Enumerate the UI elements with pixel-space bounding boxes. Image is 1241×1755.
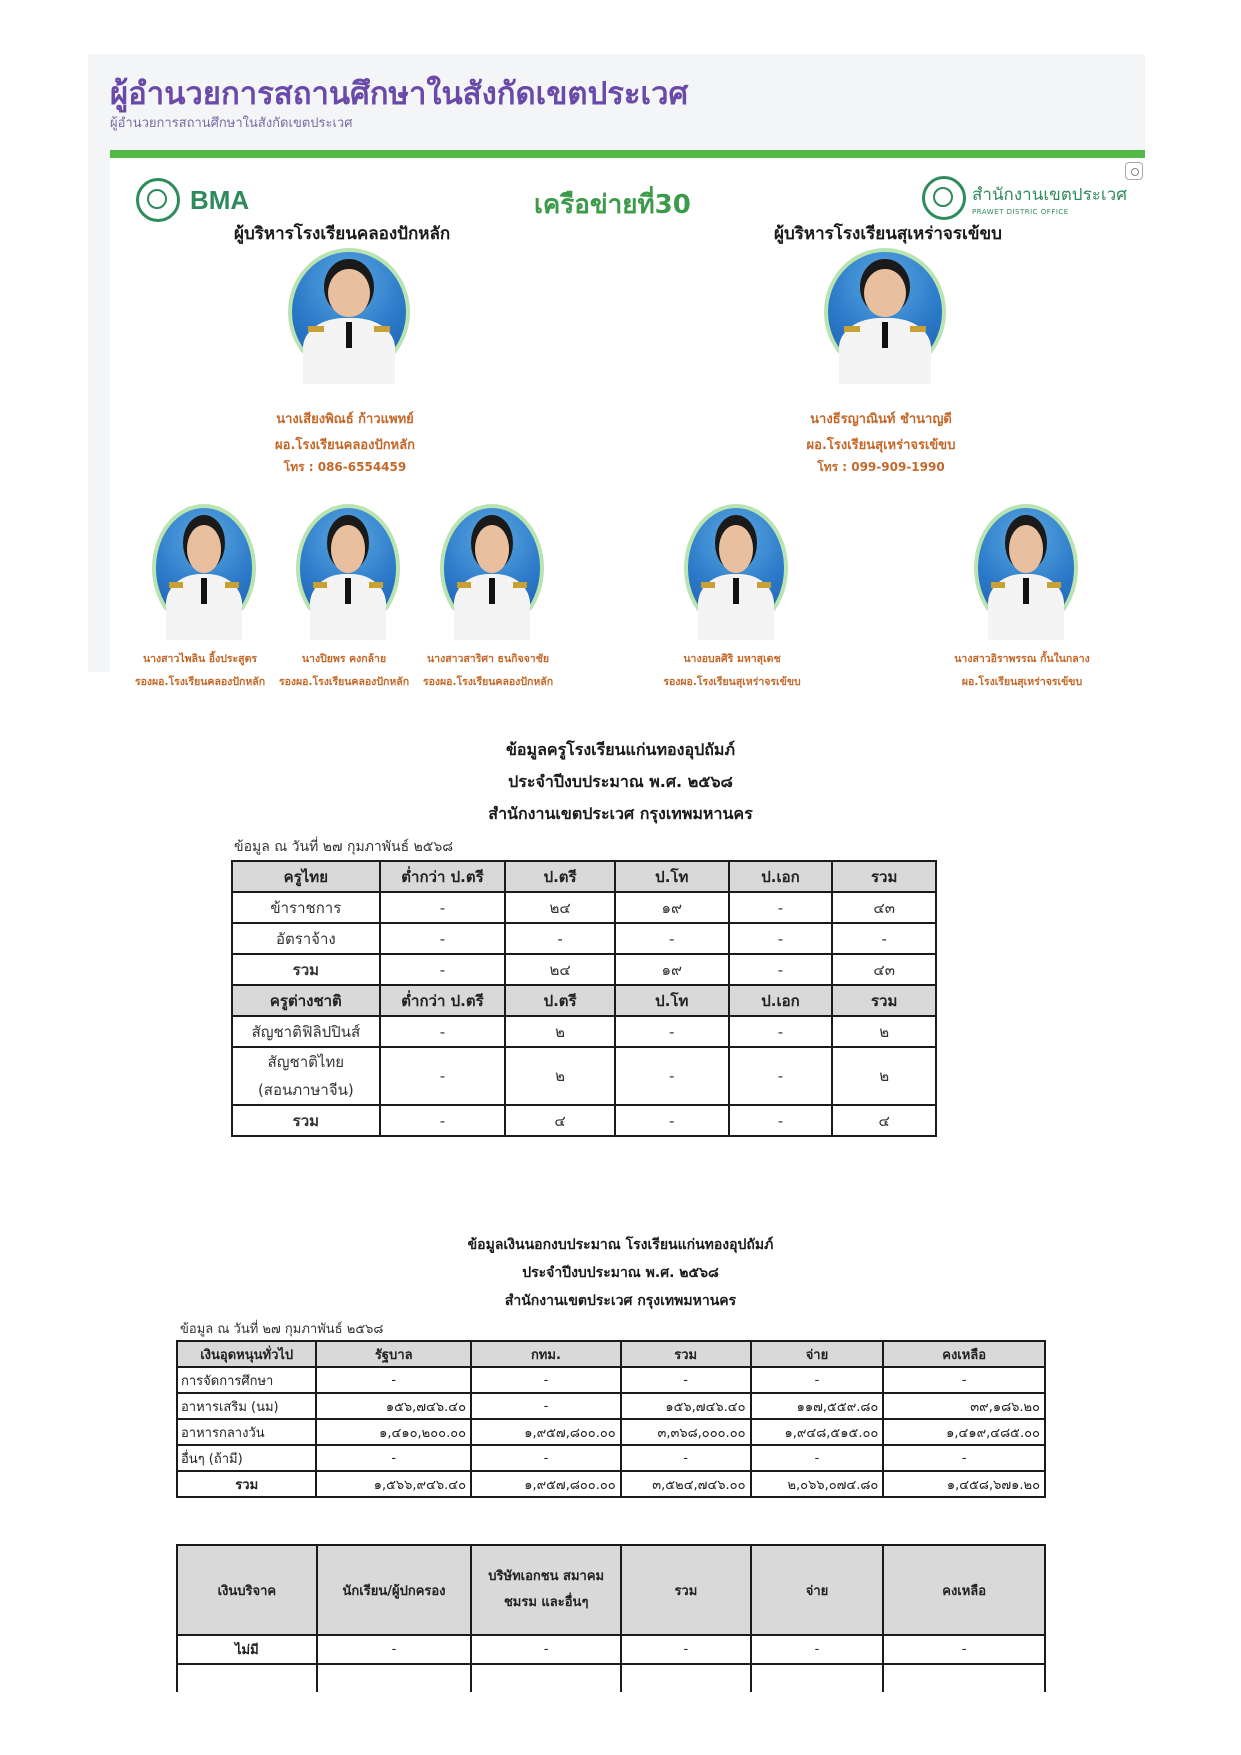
deputy-position: รองผอ.โรงเรียนคลองปักหลัก xyxy=(134,676,266,688)
table-row: อาหารเสริม (นม) ๑๕๖,๗๔๖.๔๐ - ๑๕๖,๗๔๖.๔๐ ๑๑๗,๕๕๙.๘๐ ๓๙,๑๘๖.๒๐ xyxy=(177,1393,1045,1419)
table-total-row: รวม - ๒๔ ๑๙ - ๔๓ xyxy=(232,954,936,985)
exec-phone: โทร : 099-909-1990 xyxy=(817,460,945,474)
table-row: สัญชาติไทย (สอนภาษาจีน) - ๒ - - ๒ xyxy=(232,1047,936,1105)
budget-heading-2: ประจำปีงบประมาณ พ.ศ. ๒๕๖๘ xyxy=(522,1265,719,1281)
teachers-heading-3: สำนักงานเขตประเวศ กรุงเทพมหานคร xyxy=(488,804,753,823)
office-logo: สำนักงานเขตประเวศ PRAWET DISTRIC OFFICE xyxy=(922,176,1127,220)
exec-position: ผอ.โรงเรียนสุเหร่าจรเข้ขบ xyxy=(806,438,956,453)
teachers-as-of: ข้อมูล ณ วันที่ ๒๗ กุมภาพันธ์ ๒๕๖๘ xyxy=(234,839,454,855)
table-header-row: ครูต่างชาติ ต่ำกว่า ป.ตรี ป.ตรี ป.โท ป.เอก รวม xyxy=(232,985,936,1016)
table-row: ไม่มี - - - - - xyxy=(177,1635,1045,1664)
table-row: อาหารกลางวัน ๑,๔๑๐,๒๐๐.๐๐ ๑,๙๕๗,๘๐๐.๐๐ ๓,๓๖๘,๐๐๐.๐๐ ๑,๙๔๘,๕๑๕.๐๐ ๑,๔๑๙,๔๘๕.๐๐ xyxy=(177,1419,1045,1445)
deputy-position: รองผอ.โรงเรียนคลองปักหลัก xyxy=(422,676,554,688)
exec-position: ผอ.โรงเรียนคลองปักหลัก xyxy=(275,438,415,453)
table-total-row: รวม - ๔ - - ๔ xyxy=(232,1105,936,1136)
page-title: ผู้อำนวยการสถานศึกษาในสังกัดเขตประเวศ xyxy=(110,76,689,112)
portrait-photo xyxy=(152,504,256,632)
deputy-name: นางสาวสาริศา ธนกิจจาชัย xyxy=(427,653,549,665)
table-row: การจัดการศึกษา - - - - - xyxy=(177,1367,1045,1393)
bma-seal-icon xyxy=(136,178,180,222)
budget-as-of: ข้อมูล ณ วันที่ ๒๗ กุมภาพันธ์ ๒๕๖๘ xyxy=(180,1322,384,1337)
table-row-empty xyxy=(177,1664,1045,1692)
table-header-row: เงินอุดหนุนทั่วไป รัฐบาล กทม. รวม จ่าย คงเหลือ xyxy=(177,1341,1045,1367)
image-search-icon[interactable] xyxy=(1125,162,1143,180)
office-seal-icon xyxy=(922,176,966,220)
table-total-row: รวม ๑,๕๖๖,๙๔๖.๔๐ ๑,๙๕๗,๘๐๐.๐๐ ๓,๕๒๔,๗๔๖.๐๐ ๒,๐๖๖,๐๗๔.๘๐ ๑,๔๕๘,๖๗๑.๒๐ xyxy=(177,1471,1045,1497)
portrait-photo xyxy=(440,504,544,632)
deputy-position: ผอ.โรงเรียนสุเหร่าจรเข้ขบ xyxy=(961,676,1083,688)
donations-table xyxy=(176,1544,1046,1692)
bma-logo: BMA xyxy=(136,178,249,222)
table-row: สัญชาติฟิลิปปินส์ - ๒ - - ๒ xyxy=(232,1016,936,1047)
network-label: เครือข่ายที่30 xyxy=(534,190,691,220)
exec-name: นางเสียงพิณธ์ ก้าวแพทย์ xyxy=(276,412,414,427)
portrait-photo xyxy=(296,504,400,632)
deputy-position: รองผอ.โรงเรียนสุเหร่าจรเข้ขบ xyxy=(663,676,801,688)
group-heading-left: ผู้บริหารโรงเรียนคลองปักหลัก xyxy=(234,224,451,244)
deputy-position: รองผอ.โรงเรียนคลองปักหลัก xyxy=(278,676,410,688)
budget-table xyxy=(176,1340,1046,1498)
portrait-photo xyxy=(974,504,1078,632)
network-poster xyxy=(110,150,1145,688)
teachers-heading-1: ข้อมูลครูโรงเรียนแก่นทองอุปถัมภ์ xyxy=(505,740,736,759)
portrait-photo xyxy=(684,504,788,632)
exec-name: นางธีรญาณินท์ ชำนาญดี xyxy=(810,412,952,427)
table-header-row: ครูไทย ต่ำกว่า ป.ตรี ป.ตรี ป.โท ป.เอก รวม xyxy=(232,861,936,892)
page-subtitle: ผู้อำนวยการสถานศึกษาในสังกัดเขตประเวศ xyxy=(110,116,353,131)
table-row: ข้าราชการ - ๒๔ ๑๙ - ๔๓ xyxy=(232,892,936,923)
deputy-name: นางสาวไพลิน อิ้งประสูตร xyxy=(142,653,258,665)
teachers-table xyxy=(231,860,937,1137)
portrait-photo xyxy=(824,248,946,376)
exec-phone: โทร : 086-6554459 xyxy=(283,460,407,474)
deputy-name: นางอบลศิริ มหาสุเดช xyxy=(683,653,781,665)
table-row: อื่นๆ (ถ้ามี) - - - - - xyxy=(177,1445,1045,1471)
table-row: อัตราจ้าง - - - - - xyxy=(232,923,936,954)
deputy-name: นางปิยพร คงกล้าย xyxy=(301,653,387,665)
deputy-name: นางสาวอิราพรรณ กั้นในกลาง xyxy=(954,653,1090,665)
budget-heading-3: สำนักงานเขตประเวศ กรุงเทพมหานคร xyxy=(504,1293,737,1309)
header-card xyxy=(88,54,1145,688)
portrait-photo xyxy=(288,248,410,376)
table-header-row: เงินบริจาค นักเรียน/ผู้ปกครอง บริษัทเอกชน สมาคม ชมรม และอื่นๆ รวม จ่าย คงเหลือ xyxy=(177,1545,1045,1635)
group-heading-right: ผู้บริหารโรงเรียนสุเหร่าจรเข้ขบ xyxy=(774,224,1002,244)
budget-heading-1: ข้อมูลเงินนอกงบประมาณ โรงเรียนแก่นทองอุปถัมภ์ xyxy=(467,1237,774,1253)
teachers-heading-2: ประจำปีงบประมาณ พ.ศ. ๒๕๖๘ xyxy=(508,772,733,791)
